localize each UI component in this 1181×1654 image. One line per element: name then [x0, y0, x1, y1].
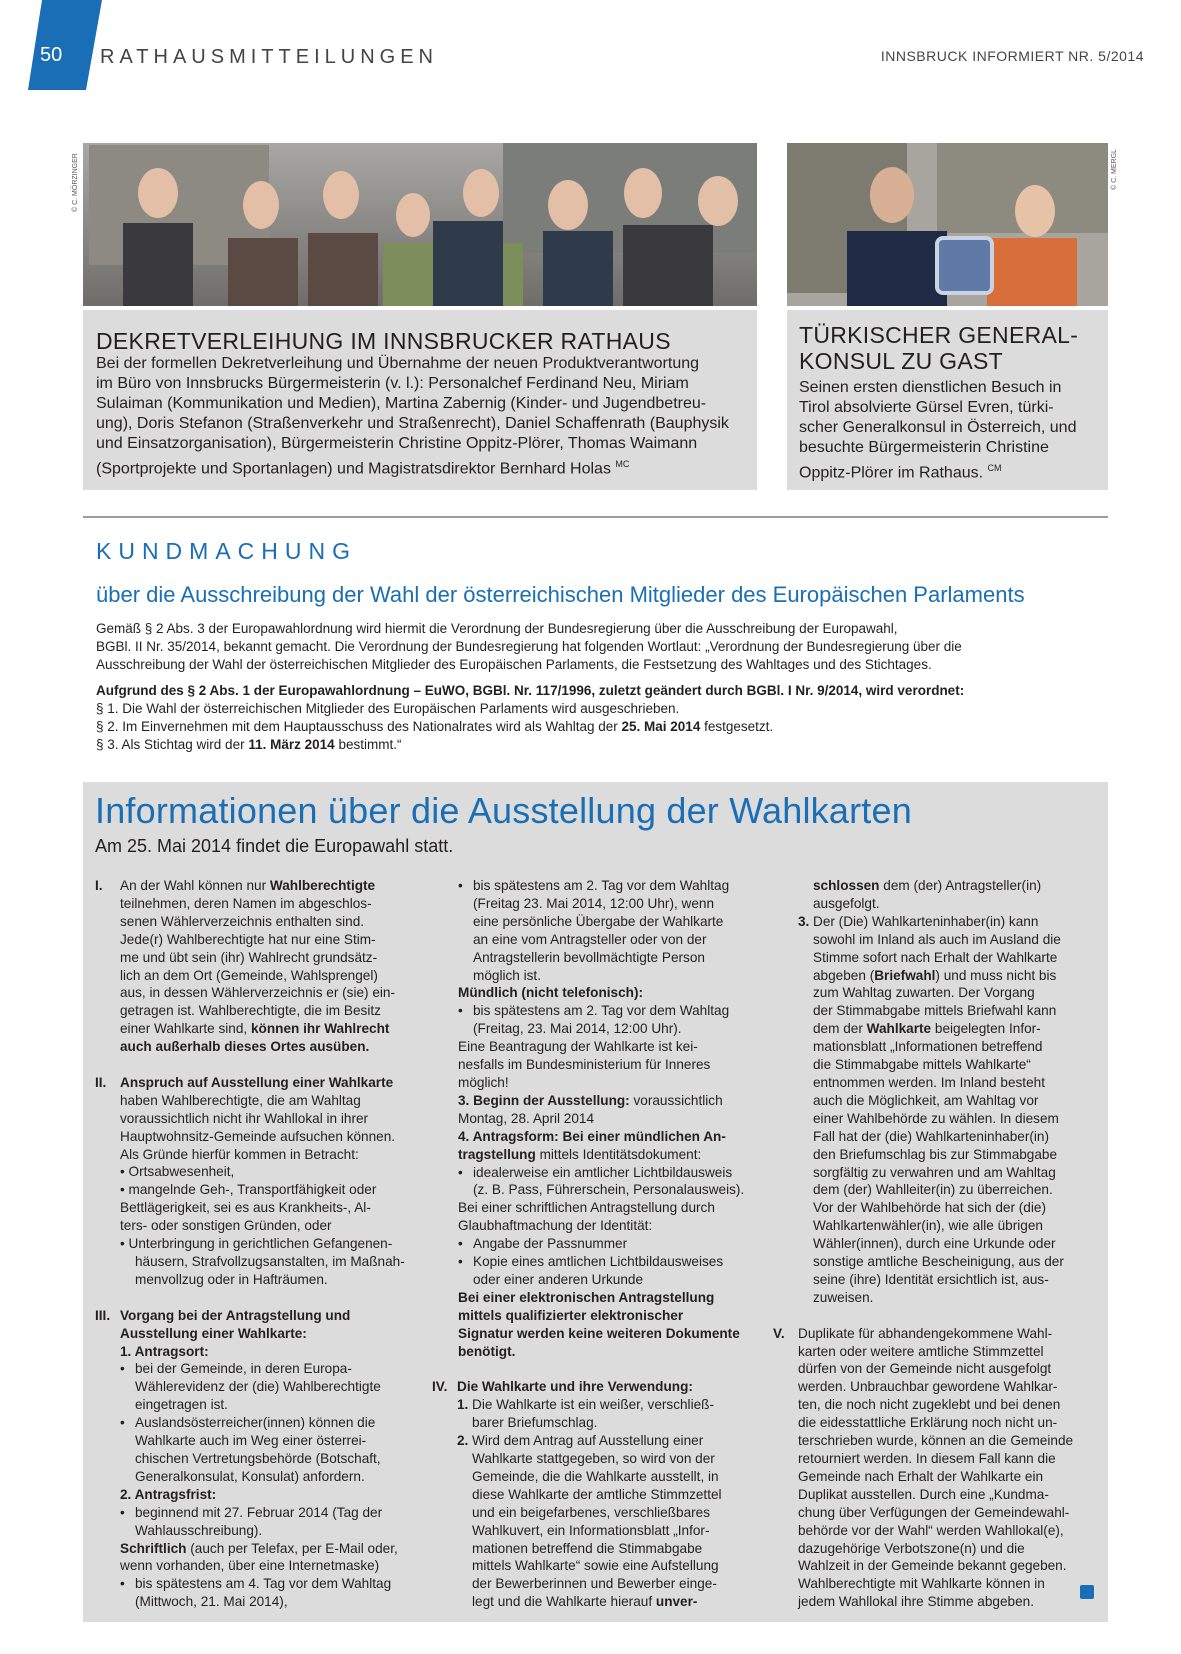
- text-line: • Auslandsösterreicher(innen) können die: [135, 1415, 376, 1431]
- text-line: Wähler(innen), durch eine Urkunde oder: [813, 1236, 1056, 1252]
- text-line: Die Wahlkarte ist ein weißer, verschließ-: [472, 1397, 714, 1413]
- bullet-item: [120, 1414, 425, 1486]
- photo-credit-right: © C. MERGL: [1111, 149, 1118, 190]
- text-line: menvollzug oder in Hafträumen.: [135, 1271, 328, 1287]
- kundmachung-title: KUNDMACHUNG: [96, 538, 357, 564]
- text-line: Fall hat der (die) Wahlkarteninhaber(in): [813, 1128, 1049, 1144]
- text-line: sowohl im Inland als auch im Ausland die: [813, 931, 1061, 947]
- text-span: Wahlberechtigte: [269, 878, 376, 893]
- text-line: Die Wahlkarte und ihre Verwendung:: [457, 1379, 693, 1395]
- text-line: (z. B. Pass, Führerschein, Personalausweis).: [473, 1182, 745, 1198]
- photo-credit-left: © C. MÖRZINGER: [72, 153, 79, 212]
- text-line: • bis spätestens am 4. Tag vor dem Wahltag: [135, 1576, 392, 1592]
- page-number: 50: [40, 44, 63, 66]
- text-line: Als Gründe hierfür kommen in Betracht:: [120, 1146, 359, 1162]
- text-line: mationsblatt „Informationen betreffend: [813, 1039, 1043, 1055]
- text-span: § 2. Im Einvernehmen mit dem Hauptausschuss des Nationalrates wird als Wahltag der: [96, 719, 618, 734]
- caption-line: ung), Doris Stefanon (Straßenverkehr und Straßenrecht), Daniel Schaffenrath (Bauphysik: [96, 415, 729, 432]
- text-line: entnommen werden. Im Inland besteht: [813, 1074, 1045, 1090]
- story-right-text: [799, 378, 1101, 483]
- issue-label: INNSBRUCK INFORMIERT NR. 5/2014: [880, 48, 1144, 64]
- text-line: Wahlzeit in der Gemeinde bekannt gegeben.: [798, 1558, 1067, 1574]
- section-II: [95, 1074, 425, 1289]
- story-right-title: [799, 322, 1099, 374]
- text-span: schlossen: [813, 878, 880, 893]
- text-span: Wahlkarte: [866, 1021, 932, 1037]
- numbered-item: [798, 913, 1103, 1307]
- section-V: [773, 1325, 1103, 1612]
- text-line: Aufgrund des § 2 Abs. 1 der Europawahlordnung – EuWO, BGBl. Nr. 117/1996, zuletzt geändert durch BGBl. I Nr. 9/2014, wird verordnet:: [96, 683, 965, 698]
- text-line: BGBl. II Nr. 35/2014, bekannt gemacht. Die Verordnung der Bundesregierung hat folgenden Wortlaut: „Verordnung der Bundesregierung über die: [96, 639, 962, 654]
- text-line: Gemäß § 2 Abs. 3 der Europawahlordnung wird hiermit die Verordnung der Bundesregierung über die Ausschreibung der Europawahl,: [96, 621, 898, 636]
- reference-date: 11. März 2014: [248, 737, 335, 752]
- text-span: legt und die Wahlkarte hierauf: [472, 1594, 653, 1610]
- text-span: abgeben (: [813, 967, 875, 983]
- text-line: Antragstellerin bevollmächtigte Person: [473, 949, 705, 965]
- text-line: mittels qualifizierter elektronischer: [458, 1307, 684, 1323]
- roman-numeral: V.: [773, 1325, 785, 1341]
- text-line: ausgefolgt.: [813, 895, 880, 911]
- text-line: der Bewerberinnen und Bewerber einge-: [472, 1576, 717, 1592]
- text-line: 1. Antragsort:: [120, 1343, 209, 1359]
- text-line: Duplikat ausstellen. Durch eine „Kundma-: [798, 1486, 1049, 1502]
- text-line: Bettlägerigkeit, sei es aus Krankheits-, Al-: [120, 1200, 371, 1216]
- text-line: werden. Unbrauchbar gewordene Wahlkar-: [798, 1379, 1058, 1395]
- text-line: aus, in dessen Wählerverzeichnis er (sie) ein-: [120, 985, 396, 1001]
- text-line: die eidesstattliche Erklärung noch nicht un-: [798, 1415, 1058, 1431]
- info-subtitle: Am 25. Mai 2014 findet die Europawahl statt.: [95, 836, 454, 856]
- item-number: 2.: [457, 1433, 469, 1449]
- text-line: den Briefumschlag bis zur Stimmabgabe: [813, 1146, 1058, 1162]
- text-span: festgesetzt.: [704, 719, 774, 734]
- text-line: eingetragen ist.: [135, 1397, 228, 1413]
- end-of-article-mark: [1080, 1585, 1094, 1599]
- roman-numeral: I.: [95, 878, 103, 893]
- caption-line: besuchte Bürgermeisterin Christine: [799, 439, 1049, 456]
- consul-photo: [787, 143, 1108, 306]
- bullet-item: [458, 1002, 762, 1038]
- caption-line: Bei der formellen Dekretverleihung und Übernahme der neuen Produktverantwortung: [96, 355, 700, 372]
- item-number: 3.: [798, 913, 810, 929]
- text-line: Wird dem Antrag auf Ausstellung einer: [472, 1433, 704, 1449]
- item-number: 1.: [457, 1397, 469, 1413]
- text-line: chischen Vertretungsbehörde (Botschaft,: [135, 1450, 381, 1466]
- text-line: • bis spätestens am 2. Tag vor dem Wahltag: [473, 1003, 730, 1019]
- group-photo: [83, 143, 757, 306]
- info-column-1: [95, 877, 425, 1611]
- text-line: • bis spätestens am 2. Tag vor dem Wahltag: [473, 878, 730, 893]
- paragraph-3: [96, 736, 1106, 754]
- paragraph-2: [96, 718, 1106, 736]
- text-line: die Stimmabgabe mittels Wahlkarte“: [813, 1057, 1031, 1073]
- text-line: • Unterbringung in gerichtlichen Gefangenen-: [120, 1236, 393, 1252]
- election-date: 25. Mai 2014: [621, 719, 701, 734]
- text-line: Wahlkuvert, ein Informationsblatt „Infor-: [472, 1522, 710, 1538]
- text-line: • Ortsabwesenheit,: [120, 1164, 235, 1180]
- text-line: Hauptwohnsitz-Gemeinde aufsuchen können.: [120, 1128, 396, 1144]
- caption-line-last: [96, 454, 751, 479]
- roman-numeral: IV.: [432, 1379, 448, 1395]
- story-left-title: DEKRETVERLEIHUNG IM INNSBRUCKER RATHAUS: [96, 328, 671, 354]
- text-line: karten oder weitere amtliche Stimmzettel: [798, 1343, 1044, 1359]
- text-line: Duplikate für abhandengekommene Wahl-: [798, 1325, 1053, 1341]
- title-line: TÜRKISCHER GENERAL-: [799, 322, 1079, 348]
- roman-numeral: III.: [95, 1307, 111, 1323]
- paragraph-1: § 1. Die Wahl der österreichischen Mitglieder des Europäischen Parlaments wird ausgeschrieben.: [96, 701, 680, 716]
- caption-line: im Büro von Innsbrucks Bürgermeisterin (v. l.): Personalchef Ferdinand Neu, Miriam: [96, 375, 689, 392]
- text-line: diese Wahlkarte der amtliche Stimmzettel: [472, 1486, 722, 1502]
- text-line: sonstige amtliche Bescheinigung, aus der: [813, 1254, 1064, 1270]
- text-line: 2. Antragsfrist:: [120, 1486, 217, 1502]
- bullet-item: [458, 877, 762, 984]
- text-line: Jede(r) Wahlberechtigte hat nur eine Stim-: [120, 931, 376, 947]
- text-span: § 3. Als Stichtag wird der: [96, 737, 245, 752]
- text-span: einer Wahlkarte sind,: [120, 1021, 248, 1037]
- text-span: können ihr Wahlrecht: [250, 1021, 390, 1037]
- text-line: Wahlberechtigte mit Wahlkarte können in: [798, 1576, 1045, 1592]
- text-line: ten, die noch nicht zugeklebt und bei denen: [798, 1397, 1061, 1413]
- text-line: Montag, 28. April 2014: [458, 1110, 595, 1126]
- text-line: (Mittwoch, 21. Mai 2014),: [135, 1594, 288, 1610]
- text-line: me und übt sein (ihr) Wahlrecht grundsätz-: [120, 949, 378, 965]
- text-span: mittels Identitätsdokument:: [539, 1146, 702, 1162]
- section-I: [95, 877, 425, 1056]
- text-line: Vorgang bei der Antragstellung und: [120, 1307, 351, 1323]
- caption-line: scher Generalkonsul in Österreich, und: [799, 419, 1077, 436]
- text-line: haben Wahlberechtigte, die am Wahltag: [120, 1092, 361, 1108]
- text-line: Ausschreibung der Wahl der österreichischen Mitglieder des Europäischen Parlaments, die Festsetzung des Wahltages und des Stichtages.: [96, 657, 932, 672]
- title-line: KONSUL ZU GAST: [799, 348, 1003, 374]
- text-line: • bei der Gemeinde, in deren Europa-: [135, 1361, 352, 1377]
- roman-numeral: II.: [95, 1074, 107, 1090]
- bullet-item: [120, 1360, 425, 1414]
- section-title: RATHAUSMITTEILUNGEN: [100, 46, 438, 68]
- caption-line: Tirol absolvierte Gürsel Evren, türki-: [799, 399, 1054, 416]
- bullet-item: [458, 1253, 762, 1289]
- text-span: Briefwahl: [874, 967, 936, 983]
- text-line: voraussichtlich nicht ihr Wahllokal in ihrer: [120, 1110, 369, 1126]
- text-span: Schriftlich: [120, 1540, 187, 1556]
- text-line: dazugehörige Verbotszone(n) und die: [798, 1540, 1025, 1556]
- text-line: sorgfältig zu verwahren und am Wahltag: [813, 1164, 1056, 1180]
- text-line: Vor der Wahlbehörde hat sich der (die): [813, 1200, 1046, 1216]
- bullet-item: [458, 1164, 762, 1200]
- text-line: Ausstellung einer Wahlkarte:: [120, 1325, 307, 1341]
- text-line: ters- oder sonstigen Gründen, oder: [120, 1218, 332, 1234]
- caption-line: und Einsatzorganisation), Bürgermeisterin Christine Oppitz-Plörer, Thomas Waimann: [96, 435, 698, 452]
- caption-line-last: [799, 458, 1101, 483]
- bullet-item: [120, 1575, 425, 1611]
- text-line: einer Wahlbehörde zu wählen. In diesem: [813, 1110, 1059, 1126]
- text-line: der Stimmabgabe mittels Briefwahl kann: [813, 1003, 1057, 1019]
- section-IV: [432, 1378, 762, 1611]
- text-span: beigelegten Infor-: [934, 1021, 1041, 1037]
- info-column-3: [773, 877, 1103, 1611]
- text-line: dem (der) Wahlleiter(in) zu überreichen.: [813, 1182, 1053, 1198]
- text-line: teilnehmen, deren Namen im abgeschlos-: [120, 895, 372, 911]
- text-line: Bei einer elektronischen Antragstellung: [458, 1289, 715, 1305]
- text-line: • beginnend mit 27. Februar 2014 (Tag der: [135, 1504, 383, 1520]
- text-line: oder einer anderen Urkunde: [473, 1271, 644, 1287]
- text-line: eine persönliche Übergabe der Wahlkarte: [473, 913, 724, 929]
- numbered-item: [457, 1396, 762, 1432]
- text-line: möglich!: [458, 1074, 509, 1090]
- text-line: mationen betreffend die Stimmabgabe: [472, 1540, 703, 1556]
- text-line: chung über Verfügungen der Gemeindewahl-: [798, 1504, 1070, 1520]
- text-line: Generalkonsulat, Konsulat) anfordern.: [135, 1468, 365, 1484]
- text-line: Glaubhaftmachung der Identität:: [458, 1218, 653, 1234]
- text-line: auch die Möglichkeit, am Wahltag vor: [813, 1092, 1039, 1108]
- text-span: (auch per Telefax, per E-Mail oder,: [190, 1540, 398, 1556]
- text-line: wenn vorhanden, über eine Internetmaske): [120, 1558, 380, 1574]
- bullet-item: [458, 1235, 762, 1253]
- text-line: nesfalls im Bundesministerium für Inneres: [458, 1057, 711, 1073]
- text-span: tragstellung: [458, 1146, 536, 1162]
- text-line: Mündlich (nicht telefonisch):: [458, 985, 644, 1001]
- caption-line: Oppitz-Plörer im Rathaus.: [799, 464, 984, 482]
- text-line: Gemeinde nach Erhalt der Wahlkarte ein: [798, 1468, 1044, 1484]
- text-line: und ein beigefarbenes, verschließbares: [472, 1504, 711, 1520]
- text-line: Wahlkartenwähler(in), wie alle übrigen: [813, 1218, 1043, 1234]
- text-line: mittels Wahlkarte“ sowie eine Aufstellung: [472, 1558, 719, 1574]
- caption-line: (Sportprojekte und Sportanlagen) und Magistratsdirektor Bernhard Holas: [96, 460, 611, 478]
- text-line: dürfen von der Gemeinde nicht ausgefolgt: [798, 1361, 1052, 1377]
- text-line: • Kopie eines amtlichen Lichtbildausweises: [473, 1254, 724, 1270]
- text-line: • idealerweise ein amtlicher Lichtbildausweis: [473, 1164, 733, 1180]
- text-line: senen Wählerverzeichnis enthalten sind.: [120, 913, 365, 929]
- text-line: retourniert werden. In diesem Fall kann die: [798, 1450, 1056, 1466]
- text-line: Der (Die) Wahlkarteninhaber(in) kann: [813, 913, 1039, 929]
- text-line: seine (ihre) Identität ersichtlich ist, aus-: [813, 1271, 1049, 1287]
- text-line: Wählerevidenz der (die) Wahlberechtigte: [135, 1379, 381, 1395]
- text-span: voraussichtlich: [633, 1092, 723, 1108]
- caption-line: Seinen ersten dienstlichen Besuch in: [799, 379, 1062, 396]
- text-span: An der Wahl können nur: [120, 878, 267, 893]
- text-line: Gemeinde, die die Wahlkarte ausstellt, in: [472, 1468, 719, 1484]
- author-signature: MC: [615, 459, 630, 469]
- text-line: • Angabe der Passnummer: [473, 1236, 628, 1252]
- text-span: dem der: [813, 1021, 863, 1037]
- numbered-item: [457, 1432, 762, 1611]
- info-column-2: [432, 877, 762, 1611]
- caption-line: Sulaiman (Kommunikation und Medien), Martina Zabernig (Kinder- und Jugendbetreu-: [96, 395, 707, 412]
- text-line: Wahlkarte auch im Weg einer österrei-: [135, 1433, 367, 1449]
- text-line: jedem Wahllokal ihre Stimme abgeben.: [798, 1594, 1034, 1610]
- text-line: behörde vor der Wahl“ werden Wahllokal(e),: [798, 1522, 1064, 1538]
- text-span: dem (der) Antragsteller(in): [883, 878, 1042, 893]
- text-line: benötigt.: [458, 1343, 516, 1359]
- text-span: unver-: [655, 1594, 698, 1610]
- text-line: zum Wahltag zuwarten. Der Vorgang: [813, 985, 1035, 1001]
- author-signature: CM: [987, 463, 1002, 473]
- text-line: lich an dem Ort (Gemeinde, Wahlsprengel): [120, 967, 378, 983]
- text-line: Bei einer schriftlichen Antragstellung durch: [458, 1200, 715, 1216]
- text-line: terschrieben wurde, können an die Gemeinde: [798, 1433, 1074, 1449]
- section-III: [95, 1307, 425, 1611]
- text-span: 3. Beginn der Ausstellung:: [458, 1092, 630, 1108]
- text-line: Wahlausschreibung).: [135, 1522, 263, 1538]
- text-line: auch außerhalb dieses Ortes ausüben.: [120, 1039, 370, 1055]
- text-line: Signatur werden keine weiteren Dokumente: [458, 1325, 740, 1341]
- kundmachung-subtitle: über die Ausschreibung der Wahl der österreichischen Mitglieder des Europäischen Parlaments: [96, 582, 1025, 607]
- text-line: Stimme sofort nach Erhalt der Wahlkarte: [813, 949, 1058, 965]
- text-line: möglich ist.: [473, 967, 541, 983]
- section-divider: [83, 516, 1108, 518]
- text-line: (Freitag, 23. Mai 2014, 12:00 Uhr).: [473, 1021, 682, 1037]
- text-line: getragen ist. Wahlberechtigte, die im Besitz: [120, 1003, 381, 1019]
- text-span: ) und muss nicht bis: [935, 967, 1057, 983]
- text-span: bestimmt.“: [338, 737, 402, 752]
- text-line: Wahlkarte stattgegeben, so wird von der: [472, 1450, 715, 1466]
- text-line: 4. Antragsform: Bei einer mündlichen An-: [458, 1128, 726, 1144]
- text-line: Anspruch auf Ausstellung einer Wahlkarte: [120, 1074, 394, 1090]
- text-line: Eine Beantragung der Wahlkarte ist kei-: [458, 1039, 698, 1055]
- text-line: • mangelnde Geh-, Transportfähigkeit oder: [120, 1182, 377, 1198]
- text-line: barer Briefumschlag.: [472, 1415, 598, 1431]
- kundmachung-text: [96, 620, 1106, 754]
- bullet-item: [120, 1504, 425, 1540]
- text-line: häusern, Strafvollzugsanstalten, im Maßnah-: [135, 1254, 405, 1270]
- info-title: Informationen über die Ausstellung der Wahlkarten: [95, 790, 912, 831]
- text-line: zuweisen.: [813, 1289, 874, 1305]
- text-line: an eine vom Antragsteller oder von der: [473, 931, 707, 947]
- text-line: (Freitag 23. Mai 2014, 12:00 Uhr), wenn: [473, 895, 715, 911]
- story-left-text: [96, 354, 751, 479]
